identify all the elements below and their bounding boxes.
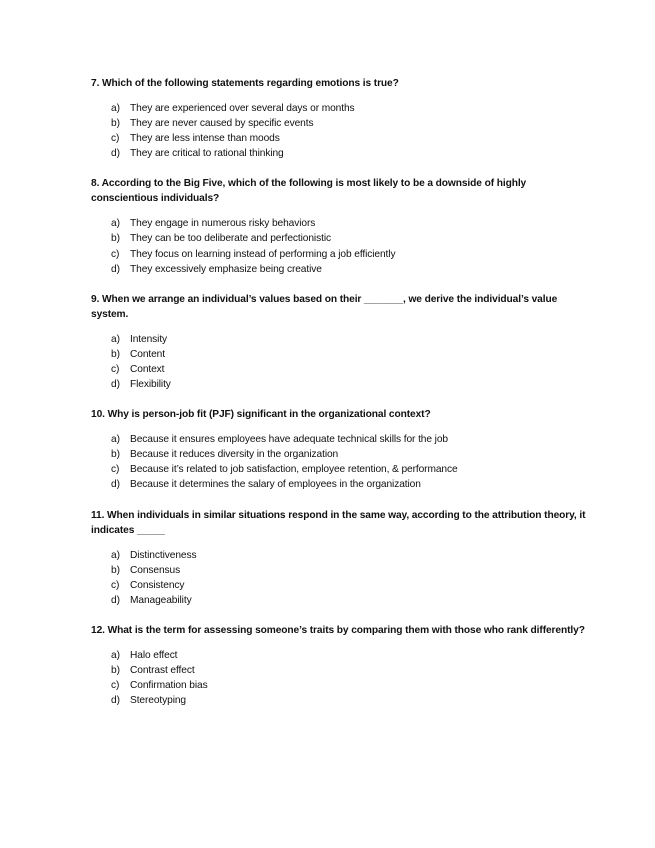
option-text: Because it ensures employees have adequate technical skills for the job xyxy=(130,434,448,446)
option-text: They excessively emphasize being creative xyxy=(130,263,322,275)
option-c xyxy=(91,131,595,146)
option-text: Flexibility xyxy=(130,379,171,391)
option-letter: a) xyxy=(111,103,120,114)
option-text: Context xyxy=(130,363,165,375)
option-d xyxy=(91,377,595,392)
option-letter: d) xyxy=(111,695,120,707)
option-text: Because it determines the salary of employees in the organization xyxy=(130,479,421,491)
option-letter: b) xyxy=(111,348,120,360)
question-11 xyxy=(91,508,595,608)
option-text: Distinctiveness xyxy=(130,549,197,561)
question-9 xyxy=(91,292,595,392)
option-letter: b) xyxy=(111,233,120,245)
option-b xyxy=(91,563,595,578)
option-letter: b) xyxy=(111,664,120,676)
option-b xyxy=(91,663,595,678)
option-letter: d) xyxy=(111,479,120,491)
option-text: Intensity xyxy=(130,333,168,345)
option-a xyxy=(91,101,595,116)
option-letter: c) xyxy=(111,248,120,260)
option-c xyxy=(91,247,595,262)
option-a xyxy=(91,216,595,231)
option-a xyxy=(91,332,595,347)
option-letter: c) xyxy=(111,464,120,476)
option-d xyxy=(91,593,595,608)
option-a xyxy=(91,648,595,663)
option-text: Manageability xyxy=(130,594,192,606)
option-b xyxy=(91,231,595,246)
option-d xyxy=(91,477,595,492)
option-c xyxy=(91,678,595,693)
question-text: 8. According to the Big Five, which of the following is most likely to be a downside of highly conscientious individuals? xyxy=(91,178,527,205)
option-letter: a) xyxy=(111,434,120,446)
option-d xyxy=(91,262,595,277)
option-b xyxy=(91,447,595,462)
option-d xyxy=(91,146,595,161)
options-list xyxy=(91,101,595,161)
options-list xyxy=(91,216,595,276)
option-text: They are never caused by specific events xyxy=(130,118,314,130)
option-a xyxy=(91,432,595,447)
option-letter: c) xyxy=(111,133,120,145)
option-text: Stereotyping xyxy=(130,695,187,707)
option-text: Contrast effect xyxy=(130,664,195,676)
option-letter: c) xyxy=(111,680,120,692)
option-d xyxy=(91,693,595,708)
option-letter: b) xyxy=(111,118,120,130)
option-letter: b) xyxy=(111,564,120,576)
options-list xyxy=(91,648,595,708)
question-10 xyxy=(91,407,595,492)
option-text: They are less intense than moods xyxy=(130,133,280,145)
option-a xyxy=(91,548,595,563)
option-letter: d) xyxy=(111,148,120,160)
question-text: 10. Why is person-job fit (PJF) significant in the organizational context? xyxy=(91,409,431,421)
option-text: Confirmation bias xyxy=(130,680,208,692)
question-text: 9. When we arrange an individual’s values based on their _______, we derive the individual’s value system. xyxy=(91,293,558,320)
option-letter: d) xyxy=(111,594,120,606)
question-12 xyxy=(91,623,595,708)
option-text: They engage in numerous risky behaviors xyxy=(130,218,316,230)
options-list xyxy=(91,432,595,492)
option-letter: a) xyxy=(111,218,120,230)
option-text: They focus on learning instead of performing a job efficiently xyxy=(130,248,396,260)
option-text: Because it’s related to job satisfaction, employee retention, & performance xyxy=(130,464,458,476)
option-c xyxy=(91,578,595,593)
option-b xyxy=(91,347,595,362)
question-7 xyxy=(91,76,595,161)
option-b xyxy=(91,116,595,131)
question-text: 11. When individuals in similar situations respond in the same way, according to the attribution theory, it indicates _____ xyxy=(91,509,586,536)
option-c xyxy=(91,362,595,377)
option-text: Halo effect xyxy=(130,649,178,661)
options-list xyxy=(91,332,595,392)
option-text: Content xyxy=(130,348,165,360)
option-c xyxy=(91,462,595,477)
option-letter: a) xyxy=(111,333,120,345)
option-letter: b) xyxy=(111,449,120,461)
option-text: They are experienced over several days or months xyxy=(130,103,355,114)
option-letter: a) xyxy=(111,549,120,561)
question-text: 7. Which of the following statements regarding emotions is true? xyxy=(91,78,399,89)
option-letter: d) xyxy=(111,379,120,391)
question-8 xyxy=(91,176,595,276)
option-text: Because it reduces diversity in the organization xyxy=(130,449,339,461)
question-text: 12. What is the term for assessing someone’s traits by comparing them with those who rank differently? xyxy=(91,624,585,636)
option-letter: c) xyxy=(111,363,120,375)
options-list xyxy=(91,548,595,608)
option-letter: c) xyxy=(111,579,120,591)
option-text: They are critical to rational thinking xyxy=(130,148,284,160)
option-text: Consistency xyxy=(130,579,185,591)
option-text: They can be too deliberate and perfectionistic xyxy=(130,233,331,245)
option-letter: a) xyxy=(111,649,120,661)
option-text: Consensus xyxy=(130,564,181,576)
option-letter: d) xyxy=(111,263,120,275)
